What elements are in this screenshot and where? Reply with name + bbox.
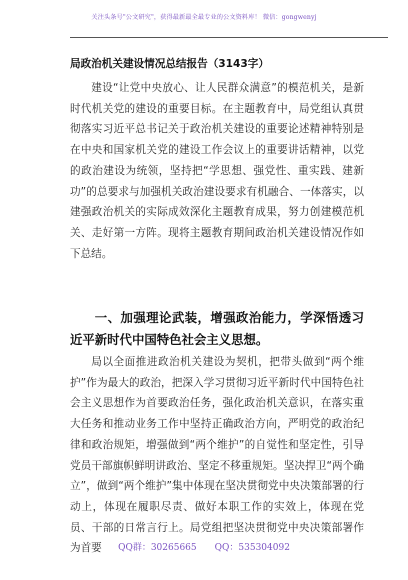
footer-contact (0, 540, 408, 553)
body-paragraph: 建设“让党中央放心、让人民群众满意”的模范机关，是新时代机关党的建设的重要目标。在主题教育中，局党组认真贯彻落实习近平总书记关于政治机关建设的重要论述精神特别是在中央和国家机关党的建设工作会议上的重要讲话精神，以党的政治建设为统领，坚持把“学思想、强党性、重实践、建新功”的总要求与加强机关政治建设要求有机融合、一体落实，以建强政治机关的实际成效深化主题教育成果，努力创建模范机关、走好第一方阵。现将主题教育期间政治机关建设情况作如下总结。 (70, 82, 364, 260)
section-heading: 一、加强理论武装，增强政治能力，学深悟透习近平新时代中国特色社会主义思想。 (70, 310, 364, 347)
header-divider (70, 37, 388, 38)
header-banner: 关注头条号"公文研究"，获得最新最全最专业的公文资料库！ 微信：gongwenyj (91, 14, 317, 21)
body-paragraph: 局以全面推进政治机关建设为契机，把带头做到“两个维护”作为最大的政治，把深入学习贯彻习近平新时代中国特色社会主义思想作为首要政治任务，强化政治机关意识，在落实重大任务和推动业务工作中坚持正确政治方向，严明党的政治纪律和政治规矩，增强做到“两个维护”的自觉性和坚定性，引导党员干部旗帜鲜明讲政治、坚定不移重规矩。坚决捍卫“两个确立”，做到“两个维护”集中体现在坚决贯彻党中央决策部署的行动上，体现在履职尽责、做好本职工作的实效上，体现在党员、干部的日常言行上。局党组把坚决贯彻党中央决策部署作为首要 (70, 356, 364, 555)
document-title: 局政治机关建设情况总结报告（3143字） (70, 58, 269, 70)
footer-qq: QQ：535304092 (214, 543, 290, 553)
footer-qq-group: QQ群：30265665 (118, 543, 197, 553)
